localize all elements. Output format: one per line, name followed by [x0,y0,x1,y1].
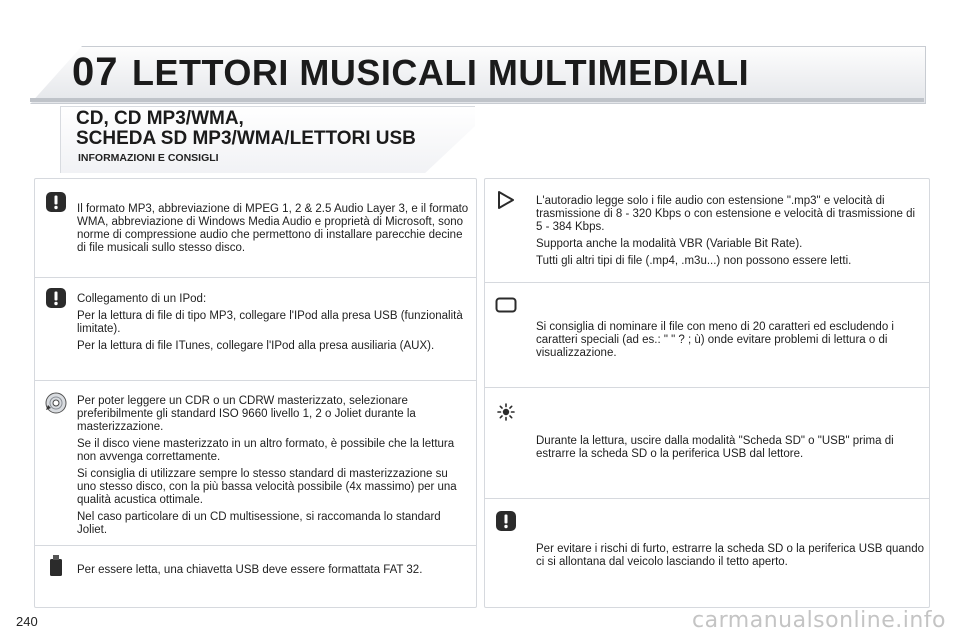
info-text [77,293,469,357]
warning-icon [45,191,67,213]
paragraph: Si consiglia di utilizzare sempre lo stesso standard di masterizzazione su uno stesso disco, con la più bassa velocità possibile (4x massimo) per una qualità acustica ottimale. [77,468,457,506]
info-text [77,203,469,259]
info-text [536,195,924,272]
section-title-line-1: CD, CD MP3/WMA, [76,108,244,129]
disc-icon [45,392,67,414]
watermark: carmanualsonline.info [692,608,946,633]
chapter-header-shadow [30,98,924,102]
paragraph: Nel caso particolare di un CD multisessione, si raccomanda lo standard Joliet. [77,511,441,536]
right-column-panel [484,178,930,608]
screen-icon [495,294,517,316]
info-item-mp3-wma [35,179,476,278]
paragraph: Tutti gli altri tipi di file (.mp4, .m3u...) non possono essere letti. [536,255,852,267]
info-item-ipod [35,277,476,381]
paragraph: Se il disco viene masterizzato in un altro formato, è possibile che la lettura non avvenga correttamente. [77,438,455,463]
page-number: 240 [16,614,38,629]
warning-icon [45,287,67,309]
paragraph: Durante la lettura, uscire dalla modalità "Scheda SD" o "USB" prima di estrarre la scheda SD o la periferica USB dal lettore. [536,435,894,460]
paragraph: Per essere letta, una chiavetta USB deve essere formattata FAT 32. [77,564,423,576]
paragraph: Il formato MP3, abbreviazione di MPEG 1, 2 & 2.5 Audio Layer 3, e il formato WMA, abbreviazione di Windows Media Audio e proprietà di Microsoft, sono norme di compressione audio che permettono di installare parecchie decine di file musicali sullo stesso disco. [77,203,469,254]
info-item-cd-burning [35,380,476,546]
paragraph: L'autoradio legge solo i file audio con estensione ".mp3" e velocità di trasmissione di 8 - 320 Kbps o con estensione e velocità di trasmissione di 5 - 384 Kbps. [536,195,916,233]
light-icon [495,401,517,423]
info-item-usb-format [35,545,476,607]
info-item-file-formats [485,179,929,283]
info-text [77,564,469,581]
info-item-eject [485,387,929,499]
usb-stick-icon [45,555,67,577]
info-item-file-naming [485,282,929,388]
paragraph: Si consiglia di nominare il file con meno di 20 caratteri ed escludendo i caratteri speciali (ad es.: " " ? ; ù) onde evitare problemi di lettura o di visualizzazione. [536,321,894,359]
info-text [536,321,924,364]
paragraph: Per la lettura di file di tipo MP3, collegare l'IPod alla presa USB (funzionalità limitate). [77,310,463,335]
chapter-number: 07 [72,50,119,94]
section-caption: INFORMAZIONI E CONSIGLI [78,152,219,164]
paragraph: Collegamento di un IPod: [77,293,207,305]
paragraph: Per la lettura di file ITunes, collegare l'IPod alla presa ausiliaria (AUX). [77,340,435,352]
paragraph: Per poter leggere un CDR o un CDRW masterizzato, selezionare preferibilmente gli standard ISO 9660 livello 1, 2 o Joliet durante la masterizzazione. [77,395,416,433]
info-text [536,543,924,573]
left-column-panel [34,178,477,608]
warning-icon [495,510,517,532]
info-item-theft [485,498,929,607]
chapter-title: LETTORI MUSICALI MULTIMEDIALI [132,52,750,93]
info-text [77,395,469,541]
paragraph: Supporta anche la modalità VBR (Variable Bit Rate). [536,238,803,250]
section-title [76,109,416,149]
paragraph: Per evitare i rischi di furto, estrarre la scheda SD o la periferica USB quando ci si allontana dal veicolo lasciando il tetto aperto. [536,543,924,568]
play-icon [495,189,517,211]
info-text [536,435,924,465]
section-title-line-2: SCHEDA SD MP3/WMA/LETTORI USB [76,128,416,149]
